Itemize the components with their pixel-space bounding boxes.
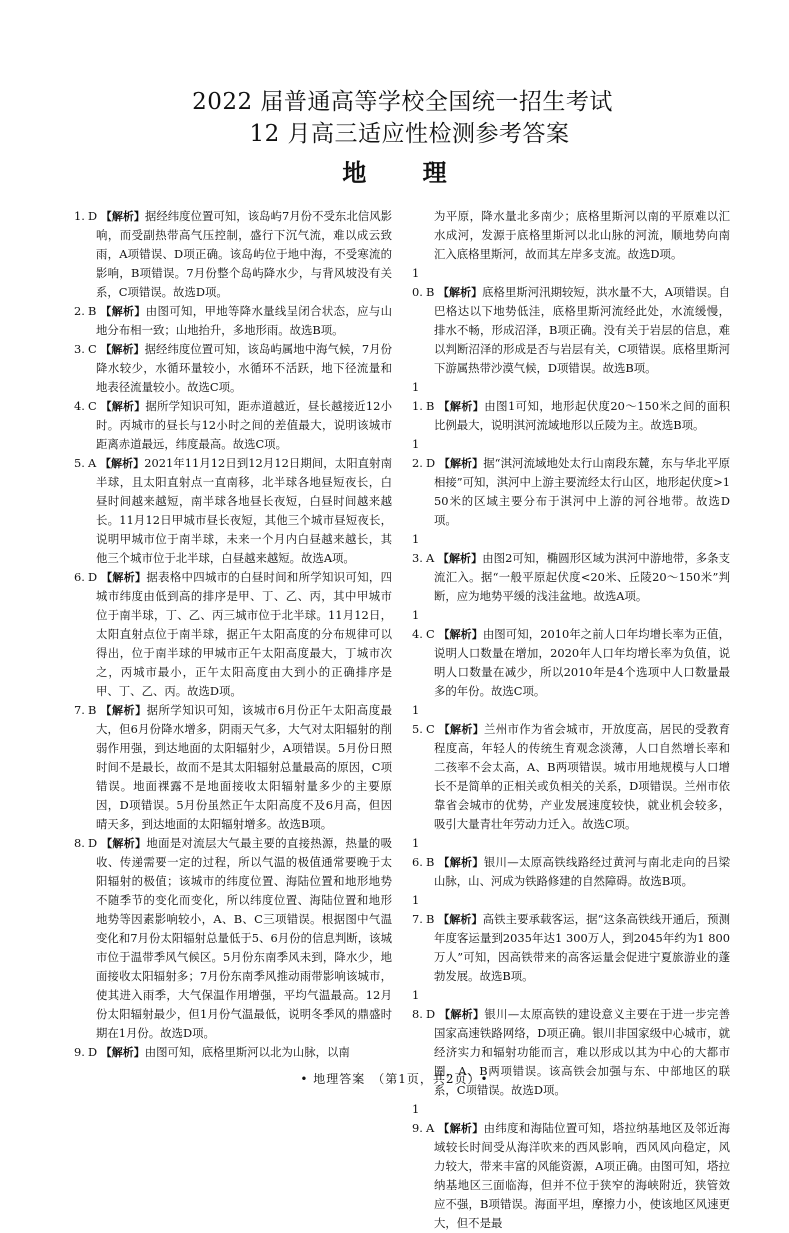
answer-letter: B <box>426 855 435 869</box>
analysis-tag: 【解析】 <box>100 343 145 356</box>
answer-letter: D <box>88 836 98 850</box>
answer-item <box>412 701 730 834</box>
analysis-tag: 【解析】 <box>439 1008 485 1021</box>
analysis-text: 据所学知识可知，该城市6月份正午太阳高度最大，但6月份降水增多，阴雨天气多，大气对太阳辐射的削弱作用强，到达地面的太阳辐射少，A项错误。5月份日照时间不是最长，故而不是其太阳辐射总量最高的原因，C项错误。地面裸露不是地面接收太阳辐射量多少的主要原因，D项错误。5月份虽然正午太阳高度不及6月高，但因晴天多，到达地面的太阳辐射增多。故选B项。 <box>96 703 393 831</box>
answer-letter: D <box>88 1045 98 1059</box>
question-number: 6. <box>74 570 85 584</box>
question-number: 12. <box>412 437 423 470</box>
analysis-text: 地面是对流层大气最主要的直接热源，热量的吸收、传递需要一定的过程，所以气温的极值通常要晚于太阳辐射的极值；该城市的纬度位置、海陆位置和地形地势不随季节的变化而变化，所以纬度位置、海陆位置和地形地势等因素影响较小，A、B、C三项错误。根据图中气温变化和7月份太阳辐射总量低于5、6月份的信息判断，该城市位于温带季风气候区。5月份东南季风未到，降水少，地面接收太阳辐射多；7月份东南季风推动雨带影响该城市，使其进入雨季，大气保温作用增强，平均气温最高。12月份太阳辐射最少，但1月份气温最低，说明冬季风的鼎盛时期在1月份。故选D项。 <box>96 836 393 1040</box>
analysis-tag: 【解析】 <box>438 856 484 869</box>
question-number: 9. <box>74 1045 85 1059</box>
page-header <box>0 86 789 190</box>
answer-item <box>412 264 730 378</box>
answer-letter: D <box>426 1007 436 1021</box>
question-number: 16. <box>412 836 423 869</box>
question-number: 19. <box>412 1102 423 1135</box>
answer-letter: A <box>88 456 97 470</box>
analysis-tag: 【解析】 <box>438 286 483 299</box>
question-number: 2. <box>74 304 85 318</box>
right-column <box>412 207 731 1230</box>
analysis-text: 据“淇河流域地处太行山南段东麓，东与华北平原相接”可知，淇河中上游主要流经太行山区，地形起伏度>150米的区域主要分布于淇河中上游的河谷地带。故选D项。 <box>434 456 731 527</box>
analysis-text: 由图可知，2010年之前人口年均增长率为正值，说明人口数量在增加，2020年人口年均增长率为负值，说明人口数量在减少，所以2010年是4个选项中人口数量最多的年份。故选C项。 <box>434 627 730 698</box>
question-number: 15. <box>412 703 423 736</box>
analysis-text: 据所学知识可知，距赤道越近，昼长越接近12小时。丙城市的昼长与12小时之间的差值最大，说明该城市距离赤道最远，纬度最高。故选C项。 <box>96 399 393 451</box>
answer-letter: D <box>426 456 436 470</box>
analysis-tag: 【解析】 <box>100 400 146 413</box>
analysis-tag: 【解析】 <box>100 210 145 223</box>
answer-item <box>412 530 730 606</box>
analysis-text: 底格里斯河汛期较短，洪水量不大，A项错误。自巴格达以下地势低洼，底格里斯河流经此处，水流缓慢，排水不畅，形成沼泽，B项正确。没有关于岩层的信息，难以判断沼泽的形成是否与岩层有关，C项错误。底格里斯河下游属热带沙漠气候，D项错误。故选B项。 <box>434 285 731 375</box>
left-column <box>74 207 393 1059</box>
answer-letter: D <box>88 570 98 584</box>
answer-item <box>74 207 392 302</box>
analysis-tag: 【解析】 <box>101 837 147 850</box>
answer-item <box>74 302 392 340</box>
answer-item <box>74 1043 392 1062</box>
analysis-text: 由图可知，底格里斯河以北为山脉，以南 <box>144 1045 350 1059</box>
answer-item <box>412 891 730 986</box>
analysis-text: 由图2可知，椭圆形区域为淇河中游地带，多条支流汇入。据“一般平原起伏度<20米、丘陵20～150米”判断，应为地势平缓的浅洼盆地。故选A项。 <box>434 551 731 603</box>
question-number: 17. <box>412 893 423 926</box>
analysis-text: 由纬度和海陆位置可知，塔拉纳基地区及邻近海域较长时间受从海洋吹来的西风影响，西风风向稳定，风力较大，带来丰富的风能资源，A项正确。由图可知，塔拉纳基地区三面临海，但并不位于狭窄的海峡附近，狭管效应不强，B项错误。海面平坦，摩擦力小，使该地区风速更大，但不是最 <box>434 1121 730 1230</box>
answer-letter: A <box>426 1121 435 1135</box>
answer-item <box>412 1100 730 1233</box>
analysis-text: 据经纬度位置可知，该岛屿属地中海气候，7月份降水较少，水循环量较小，水循环不活跃，地下径流量和地表径流量较小。故选C项。 <box>96 342 393 394</box>
question-number: 8. <box>74 836 85 850</box>
analysis-tag: 【解析】 <box>438 400 485 413</box>
question-number: 11. <box>412 380 423 413</box>
question-number: 1. <box>74 209 85 223</box>
analysis-tag: 【解析】 <box>438 913 483 926</box>
analysis-tag: 【解析】 <box>438 628 483 641</box>
question-number: 10. <box>412 266 423 299</box>
analysis-text: 银川—太原高铁线路经过黄河与南北走向的吕梁山脉，山、河成为铁路修建的自然障碍。故选B项。 <box>434 855 730 888</box>
answer-letter: A <box>426 551 435 565</box>
analysis-text: 由图1可知，地形起伏度20～150米之间的面积比例最大，说明淇河流域地形以丘陵为主。故选B项。 <box>434 399 730 432</box>
analysis-text: 银川—太原高铁的建设意义主要在于进一步完善国家高速铁路网络，D项正确。银川非国家级中心城市，就经济实力和辐射功能而言，难以形成以其为中心的大都市圈，A、B两项错误。该高铁会加强与东、中部地区的联系，C项错误。故选D项。 <box>434 1007 731 1097</box>
question-number: 18. <box>412 988 423 1021</box>
answer-letter: B <box>426 399 435 413</box>
analysis-tag: 【解析】 <box>438 1122 484 1135</box>
answer-item <box>74 397 392 454</box>
answer-item <box>74 701 392 834</box>
answer-letter: B <box>426 285 435 299</box>
question-number: 5. <box>74 456 85 470</box>
question-number: 3. <box>74 342 85 356</box>
answer-item <box>412 834 730 891</box>
exam-title: 2022 届普通高等学校全国统一招生考试 <box>192 89 613 115</box>
answer-item <box>412 435 730 530</box>
answer-item <box>74 454 392 568</box>
answer-item <box>412 606 730 701</box>
analysis-text: 据表格中四城市的白昼时间和所学知识可知，四城市纬度由低到高的排序是甲、丁、乙、丙，其中甲城市位于南半球，丁、乙、丙三城市位于北半球。11月12日，太阳直射点位于南半球，据正午太阳高度的分布规律可以得出，位于南半球的甲城市正午太阳高度最大，丁城市次之，丙城市最小，正午太阳高度由大到小的正确排序是甲、丁、乙、丙。故选D项。 <box>96 570 393 698</box>
answer-item <box>74 340 392 397</box>
analysis-text: 高铁主要承载客运，据“这条高铁线开通后，预测年度客运量到2035年达1 300万人，到2045年约为1 800万人”可知，因高铁带来的高客运量会促进宁夏旅游业的蓬勃发展。故选B项。 <box>434 912 731 983</box>
analysis-tag: 【解析】 <box>100 704 147 717</box>
analysis-tag: 【解析】 <box>438 457 484 470</box>
question-number: 7. <box>74 703 85 717</box>
analysis-tag: 【解析】 <box>100 305 146 318</box>
analysis-tag: 【解析】 <box>437 552 483 565</box>
analysis-text: 据经纬度位置可知，该岛屿7月份不受东北信风影响，而受副热带高气压控制，盛行下沉气流，难以成云致雨，A项错误、D项正确。该岛屿位于地中海，不受寒流的影响，B项错误。7月份整个岛屿降水少，与背风坡没有关系，C项错误。故选D项。 <box>96 209 393 299</box>
answer-letter: C <box>88 399 97 413</box>
answer-letter: C <box>426 627 435 641</box>
question-number: 4. <box>74 399 85 413</box>
page-footer: • 地理答案 （第1页，共2页）• <box>300 1072 489 1086</box>
answer-letter: B <box>426 912 435 926</box>
answer-item <box>74 834 392 1043</box>
analysis-text: 2021年11月12日到12月12日期间，太阳直射南半球，且太阳直射点一直南移，北半球各地昼短夜长，白昼时间越来越短，南半球各地昼长夜短，白昼时间越来越长。11月12日甲城市昼长夜短，其他三个城市昼短夜长，说明甲城市位于南半球，未来一个月内白昼越来越长，其他三个城市位于北半球，白昼越来越短。故选A项。 <box>96 456 393 565</box>
question-number: 13. <box>412 532 423 565</box>
exam-subtitle: 12 月高三适应性检测参考答案 <box>249 121 570 147</box>
answer-letter: C <box>426 722 435 736</box>
analysis-tag: 【解析】 <box>100 1046 145 1059</box>
continuation-text: 为平原，降水量北多南少；底格里斯河以南的平原难以汇水成河，发源于底格里斯河以北山脉的河流，顺地势向南汇入底格里斯河，故而其左岸多支流。故选D项。 <box>434 209 730 261</box>
answer-item <box>412 378 730 435</box>
answer-letter: D <box>88 209 98 223</box>
analysis-text: 由图可知，甲地等降水量线呈闭合状态，应与山地分布相一致；山地抬升，多地形雨。故选B项。 <box>96 304 392 337</box>
analysis-tag: 【解析】 <box>101 571 147 584</box>
answer-letter: C <box>88 342 97 356</box>
answer-letter: B <box>88 304 97 318</box>
analysis-tag: 【解析】 <box>438 723 485 736</box>
subject-title: 地 理 <box>342 159 471 187</box>
analysis-text: 兰州市作为省会城市，开放度高，居民的受教育程度高，年轻人的传统生育观念淡薄，人口自然增长率和二孩率不会太高，A、B两项错误。城市用地规模与人口增长不是简单的正相关或负相关的关系，D项错误。兰州市依靠省会城市的优势，产业发展速度较快，就业机会较多，吸引大量青壮年劳动力迁入。故选C项。 <box>434 722 731 831</box>
answer-item <box>74 568 392 701</box>
question-number: 14. <box>412 608 423 641</box>
answer-letter: B <box>88 703 97 717</box>
analysis-tag: 【解析】 <box>99 457 145 470</box>
